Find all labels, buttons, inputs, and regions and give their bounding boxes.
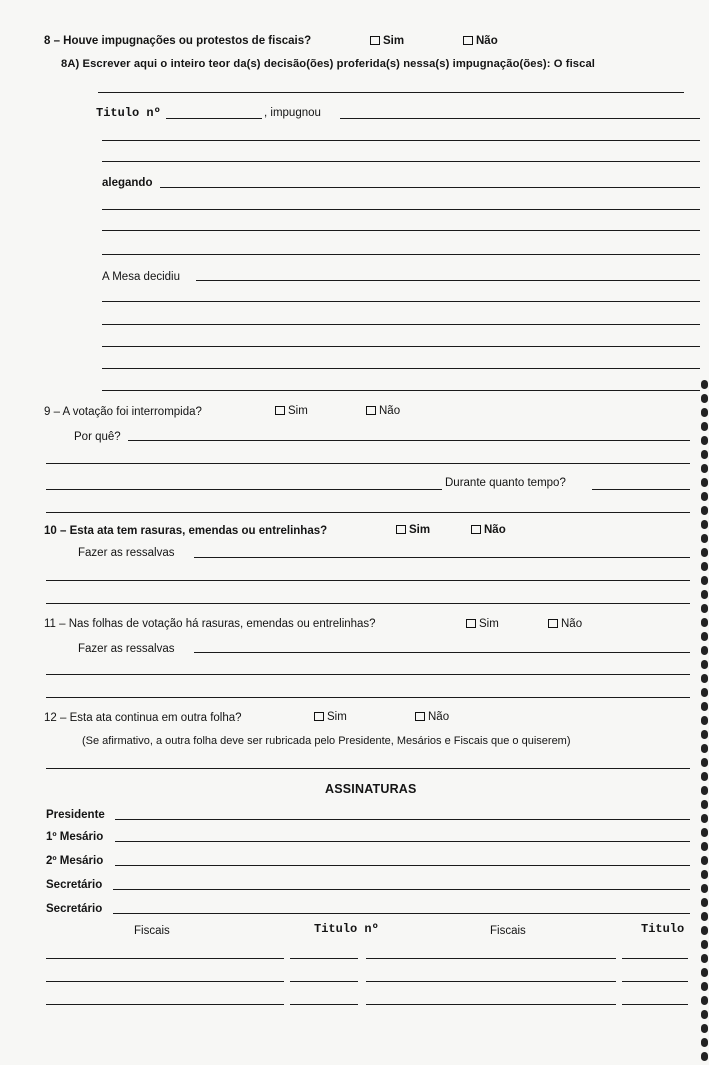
binding-hole: [701, 940, 708, 949]
presidente-label: Presidente: [46, 809, 105, 821]
q10-ressalvas-line[interactable]: [194, 557, 690, 558]
q11-line[interactable]: [46, 674, 690, 675]
fiscal-titulo-line[interactable]: [290, 958, 358, 959]
q8-label: 8 – Houve impugnações ou protestos de fiscais?: [44, 35, 312, 47]
q8-impugnou-line[interactable]: [340, 118, 700, 119]
checkbox-icon: [370, 36, 380, 45]
checkbox-icon: [366, 406, 376, 415]
binding-hole: [701, 772, 708, 781]
q9-option-yes[interactable]: [275, 404, 308, 418]
binding-hole: [701, 1010, 708, 1019]
binding-hole: [701, 380, 708, 389]
q8-alegando-label: alegando: [102, 177, 153, 189]
q8-line[interactable]: [102, 368, 700, 369]
fiscal-signature-line[interactable]: [46, 981, 284, 982]
fiscal-signature-line[interactable]: [366, 981, 616, 982]
titulo-right-label: Titulo: [641, 922, 685, 936]
binding-hole: [701, 492, 708, 501]
binding-hole: [701, 646, 708, 655]
binding-hole: [701, 548, 708, 557]
q9-line[interactable]: [46, 463, 690, 464]
q8-option-yes[interactable]: [370, 34, 404, 48]
fiscal-titulo-line[interactable]: [290, 1004, 358, 1005]
q8-line[interactable]: [102, 230, 700, 231]
fiscal-titulo-line[interactable]: [290, 981, 358, 982]
q12-line[interactable]: [46, 768, 690, 769]
q9-yes-label: Sim: [288, 405, 308, 417]
fiscal-signature-line[interactable]: [366, 1004, 616, 1005]
titulo-left-label: Titulo nº: [314, 922, 379, 936]
assinaturas-heading: ASSINATURAS: [325, 782, 417, 796]
binding-hole: [701, 884, 708, 893]
q8-line[interactable]: [102, 161, 700, 162]
q9-no-label: Não: [379, 405, 401, 417]
binding-hole: [701, 996, 708, 1005]
binding-hole: [701, 898, 708, 907]
q10-option-yes[interactable]: [396, 523, 430, 537]
binding-hole: [701, 478, 708, 487]
binding-hole: [701, 702, 708, 711]
secretario2-label: Secretário: [46, 903, 103, 915]
binding-hole: [701, 786, 708, 795]
binding-hole: [701, 982, 708, 991]
fiscais-left-label: Fiscais: [134, 925, 170, 937]
q11-no-label: Não: [561, 618, 583, 630]
q10-option-no[interactable]: [471, 523, 506, 537]
q8-no-label: Não: [476, 35, 498, 47]
q9-option-no[interactable]: [366, 404, 400, 418]
q12-option-yes[interactable]: [314, 710, 347, 724]
q12-note: (Se afirmativo, a outra folha deve ser rubricada pelo Presidente, Mesários e Fiscais que o quiserem): [82, 735, 571, 747]
checkbox-icon: [471, 525, 481, 534]
binding-hole: [701, 408, 708, 417]
fiscal-signature-line[interactable]: [46, 958, 284, 959]
q10-ressalvas-label: Fazer as ressalvas: [78, 547, 175, 559]
binding-hole: [701, 842, 708, 851]
q8-titulo-line[interactable]: [166, 118, 262, 119]
q8-line[interactable]: [102, 254, 700, 255]
binding-hole: [701, 604, 708, 613]
binding-hole: [701, 1024, 708, 1033]
binding-hole: [701, 632, 708, 641]
checkbox-icon: [466, 619, 476, 628]
binding-hole: [701, 506, 708, 515]
binding-hole: [701, 1052, 708, 1061]
q8-titulo-label: Titulo nº: [96, 106, 161, 120]
fiscal-signature-line[interactable]: [366, 958, 616, 959]
binding-hole: [701, 912, 708, 921]
mesario1-signature-line[interactable]: [115, 841, 690, 842]
binding-hole: [701, 688, 708, 697]
q11-option-no[interactable]: [548, 617, 582, 631]
checkbox-icon: [314, 712, 324, 721]
checkbox-icon: [396, 525, 406, 534]
binding-hole: [701, 674, 708, 683]
mesario2-signature-line[interactable]: [115, 865, 690, 866]
q9-durante-label: Durante quanto tempo?: [445, 477, 566, 489]
checkbox-icon: [275, 406, 285, 415]
spiral-binding: [701, 0, 709, 1065]
binding-hole: [701, 590, 708, 599]
q11-yes-label: Sim: [479, 618, 499, 630]
q12-yes-label: Sim: [327, 711, 347, 723]
binding-hole: [701, 450, 708, 459]
binding-hole: [701, 660, 708, 669]
q8-mesa-decidiu-label: A Mesa decidiu: [102, 271, 180, 283]
binding-hole: [701, 422, 708, 431]
q11-option-yes[interactable]: [466, 617, 499, 631]
q8a-instruction: 8A) Escrever aqui o inteiro teor da(s) decisão(ões) proferida(s) nessa(s) impugnação(ões): O fiscal: [61, 58, 595, 70]
q8-line[interactable]: [102, 209, 700, 210]
binding-hole: [701, 618, 708, 627]
q8-impugnou-label: , impugnou: [264, 107, 321, 119]
binding-hole: [701, 576, 708, 585]
binding-hole: [701, 814, 708, 823]
binding-hole: [701, 744, 708, 753]
q8-line[interactable]: [102, 301, 700, 302]
q8-yes-label: Sim: [383, 35, 405, 47]
q12-no-label: Não: [428, 711, 450, 723]
binding-hole: [701, 800, 708, 809]
binding-hole: [701, 1038, 708, 1047]
binding-hole: [701, 758, 708, 767]
secretario2-signature-line[interactable]: [113, 913, 690, 914]
binding-hole: [701, 716, 708, 725]
q9-line[interactable]: [46, 489, 442, 490]
q9-durante-line[interactable]: [592, 489, 690, 490]
q8-mesa-line[interactable]: [196, 280, 700, 281]
secretario1-signature-line[interactable]: [113, 889, 690, 890]
q10-line[interactable]: [46, 580, 690, 581]
mesario1-label: 1º Mesário: [46, 831, 104, 843]
binding-hole: [701, 562, 708, 571]
q10-yes-label: Sim: [409, 524, 431, 536]
q11-ressalvas-label: Fazer as ressalvas: [78, 643, 175, 655]
q10-no-label: Não: [484, 524, 506, 536]
q9-por-que-line[interactable]: [128, 440, 690, 441]
q9-label: 9 – A votação foi interrompida?: [44, 406, 202, 418]
q8-line[interactable]: [102, 140, 700, 141]
binding-hole: [701, 520, 708, 529]
q10-label: 10 – Esta ata tem rasuras, emendas ou entrelinhas?: [44, 525, 328, 537]
fiscal-titulo-line[interactable]: [622, 1004, 688, 1005]
fiscal-titulo-line[interactable]: [622, 958, 688, 959]
binding-hole: [701, 730, 708, 739]
binding-hole: [701, 436, 708, 445]
checkbox-icon: [415, 712, 425, 721]
fiscais-right-label: Fiscais: [490, 925, 526, 937]
binding-hole: [701, 828, 708, 837]
secretario1-label: Secretário: [46, 879, 103, 891]
binding-hole: [701, 534, 708, 543]
q8-line[interactable]: [102, 346, 700, 347]
checkbox-icon: [548, 619, 558, 628]
fiscal-signature-line[interactable]: [46, 1004, 284, 1005]
fiscal-titulo-line[interactable]: [622, 981, 688, 982]
q12-label: 12 – Esta ata continua em outra folha?: [44, 712, 242, 724]
q12-option-no[interactable]: [415, 710, 449, 724]
presidente-signature-line[interactable]: [115, 819, 690, 820]
q9-line[interactable]: [46, 512, 690, 513]
q9-por-que-label: Por quê?: [74, 431, 121, 443]
binding-hole: [701, 856, 708, 865]
q8a-line[interactable]: [98, 92, 684, 93]
q8-line[interactable]: [102, 390, 700, 391]
q8-line[interactable]: [102, 324, 700, 325]
binding-hole: [701, 926, 708, 935]
q11-label: 11 – Nas folhas de votação há rasuras, emendas ou entrelinhas?: [44, 618, 376, 630]
binding-hole: [701, 954, 708, 963]
binding-hole: [701, 968, 708, 977]
q11-line[interactable]: [46, 697, 690, 698]
binding-hole: [701, 394, 708, 403]
binding-hole: [701, 464, 708, 473]
q11-ressalvas-line[interactable]: [194, 652, 690, 653]
q8-option-no[interactable]: [463, 34, 498, 48]
q10-line[interactable]: [46, 603, 690, 604]
checkbox-icon: [463, 36, 473, 45]
q8-alegando-line[interactable]: [160, 187, 700, 188]
binding-hole: [701, 870, 708, 879]
mesario2-label: 2º Mesário: [46, 855, 104, 867]
